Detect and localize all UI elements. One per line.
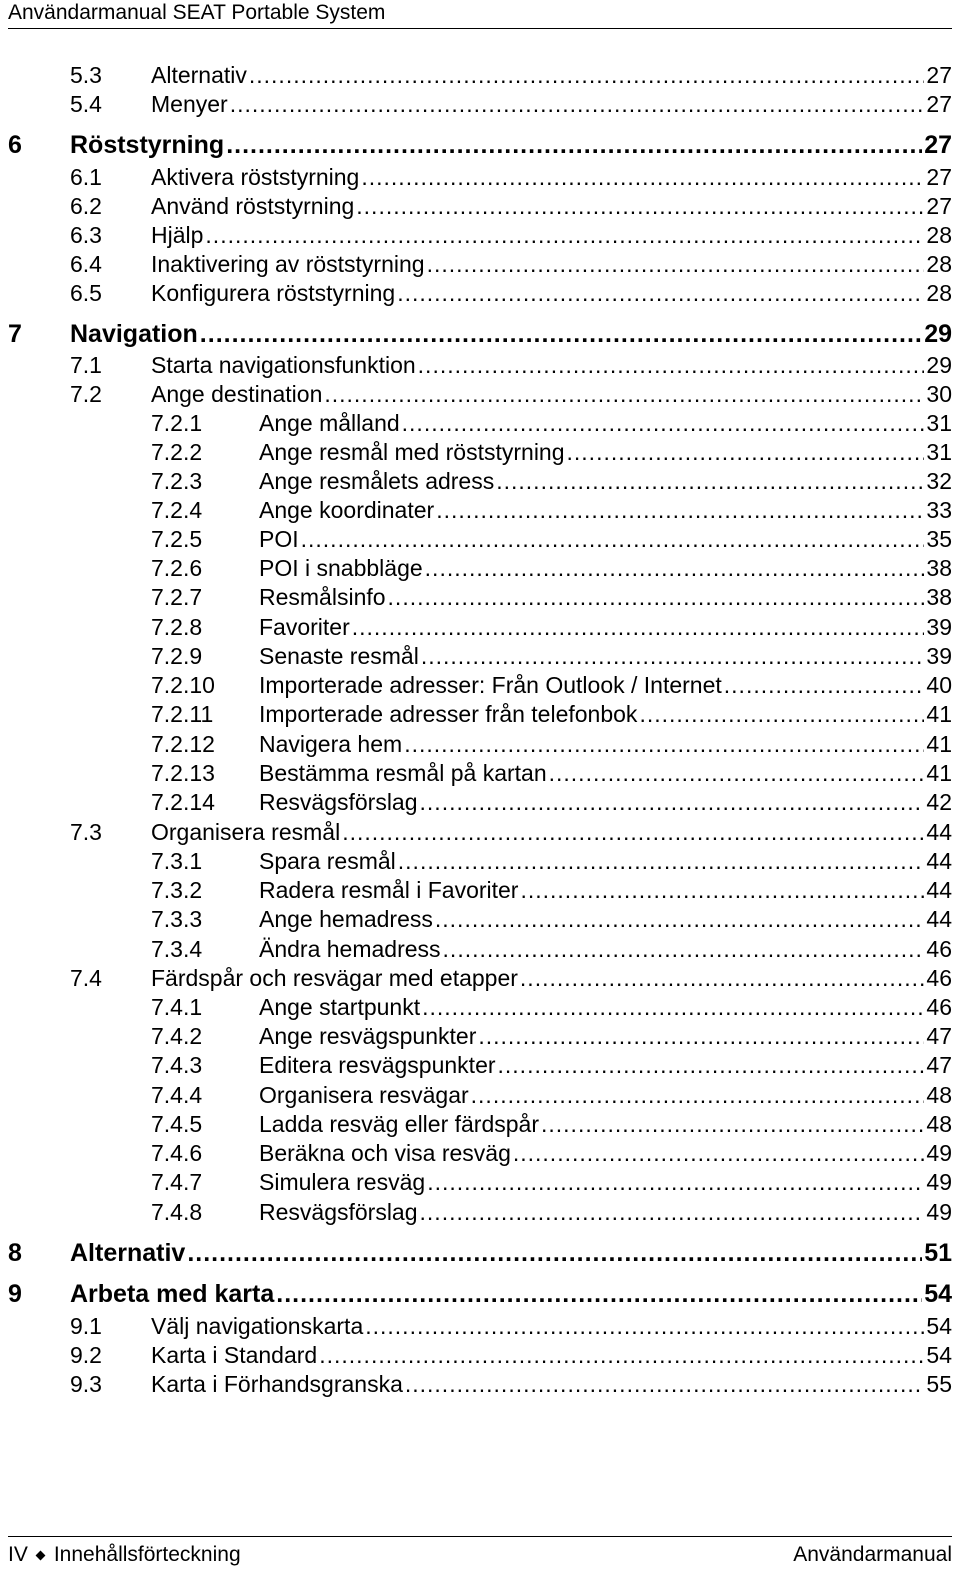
toc-entry-number: 6.1: [70, 164, 102, 190]
toc-entry-label: Röststyrning: [70, 131, 225, 159]
toc-entry-number: 7.3: [70, 819, 102, 845]
toc-entry-page: 28: [926, 251, 952, 277]
toc-entry-page: 51: [924, 1239, 952, 1267]
toc-entry-page: 46: [926, 994, 952, 1020]
toc-entry-label: Favoriter: [259, 614, 350, 640]
toc-entry-label: Ange målland: [259, 410, 400, 436]
toc-entry-label: Ange koordinater: [259, 497, 435, 523]
toc-entry-number: 7.4: [70, 965, 102, 991]
toc-entry-number: 9.3: [70, 1371, 102, 1397]
toc-entry[interactable]: [70, 250, 952, 279]
toc-entry-label: Navigera hem: [259, 731, 403, 757]
toc-entry-number: 7.3.3: [151, 906, 203, 932]
toc-entry-number: 7.2.7: [151, 584, 203, 610]
toc-entry-label: Menyer: [151, 91, 228, 117]
toc-entry-label: Aktivera röststyrning: [151, 164, 360, 190]
dot-leader: [549, 759, 925, 788]
dot-leader: [513, 1139, 925, 1168]
footer-section-title: Innehållsförteckning: [53, 1543, 241, 1566]
toc-entry-label: Alternativ: [151, 62, 247, 88]
toc-entry-label: POI i snabbläge: [259, 555, 423, 581]
dot-leader: [427, 250, 925, 279]
toc-entry-page: 33: [926, 497, 952, 523]
toc-entry-label: Färdspår och resvägar med etapper: [151, 965, 518, 991]
toc-entry-label: Resmålsinfo: [259, 584, 386, 610]
toc-entry[interactable]: [70, 221, 952, 250]
toc-entry[interactable]: [151, 759, 952, 788]
toc-entry-page: 49: [926, 1169, 952, 1195]
toc-entry[interactable]: [70, 192, 952, 221]
toc-entry-number: 7.4.3: [151, 1052, 203, 1078]
dot-leader: [324, 380, 924, 409]
toc-entry[interactable]: [151, 642, 952, 671]
toc-entry-page: 46: [926, 936, 952, 962]
toc-entry-page: 49: [926, 1199, 952, 1225]
dot-leader: [230, 90, 925, 119]
toc-entry-label: Importerade adresser från telefonbok: [259, 701, 638, 727]
toc-entry-number: 6.3: [70, 222, 102, 248]
toc-entry-label: Starta navigationsfunktion: [151, 352, 416, 378]
toc-entry-number: 6: [8, 131, 22, 159]
toc-entry-page: 49: [926, 1140, 952, 1166]
toc-entry-number: 7.2.9: [151, 643, 203, 669]
toc-entry[interactable]: [151, 1110, 952, 1139]
toc-entry-page: 31: [926, 410, 952, 436]
toc-entry-number: 9: [8, 1280, 22, 1308]
toc-entry[interactable]: [70, 279, 952, 308]
toc-entry-label: Ange resmål med röststyrning: [259, 439, 565, 465]
toc-entry[interactable]: [151, 525, 952, 554]
toc-entry-label: Senaste resmål: [259, 643, 419, 669]
toc-entry-number: 7.2.3: [151, 468, 203, 494]
toc-entry[interactable]: [8, 320, 952, 349]
toc-entry-page: 55: [926, 1371, 952, 1397]
toc-entry-page: 38: [926, 584, 952, 610]
toc-entry[interactable]: [70, 380, 952, 409]
toc-entry-page: 47: [926, 1052, 952, 1078]
toc-entry-page: 41: [926, 760, 952, 786]
page-footer: [8, 1536, 952, 1571]
dot-leader: [405, 1370, 925, 1399]
toc-entry-number: 7.4.1: [151, 994, 203, 1020]
dot-leader: [471, 1081, 925, 1110]
toc-entry-page: 29: [926, 352, 952, 378]
toc-entry-label: Simulera resväg: [259, 1169, 426, 1195]
dot-leader: [352, 613, 925, 642]
toc-entry-page: 27: [926, 164, 952, 190]
toc-entry[interactable]: [70, 61, 952, 90]
toc-entry[interactable]: [70, 818, 952, 847]
toc-entry-number: 7.4.4: [151, 1082, 203, 1108]
toc-entry-number: 9.1: [70, 1313, 102, 1339]
dot-leader: [388, 583, 925, 612]
toc-entry-label: Karta i Standard: [151, 1342, 318, 1368]
toc-entry-label: Karta i Förhandsgranska: [151, 1371, 403, 1397]
toc-entry[interactable]: [151, 613, 952, 642]
dot-leader: [520, 876, 924, 905]
toc-entry-page: 27: [926, 62, 952, 88]
toc-entry-page: 44: [926, 906, 952, 932]
toc-entry[interactable]: [151, 583, 952, 612]
toc-entry-number: 7.2.11: [151, 701, 214, 727]
toc-entry-number: 6.4: [70, 251, 102, 277]
dot-leader: [421, 642, 925, 671]
toc-entry-page: 28: [926, 280, 952, 306]
toc-entry-number: 5.4: [70, 91, 102, 117]
toc-entry-label: Resvägsförslag: [259, 789, 418, 815]
toc-entry-page: 44: [926, 877, 952, 903]
toc-entry-page: 39: [926, 643, 952, 669]
toc-entry-label: Spara resmål: [259, 848, 396, 874]
toc-entry-number: 7.2.14: [151, 789, 215, 815]
toc-entry[interactable]: [151, 788, 952, 817]
toc-entry-number: 9.2: [70, 1342, 102, 1368]
toc-entry-page: 54: [926, 1313, 952, 1339]
toc-entry[interactable]: [70, 1312, 952, 1341]
toc-entry-label: Alternativ: [70, 1239, 186, 1267]
toc-entry[interactable]: [70, 1341, 952, 1370]
dot-leader: [342, 818, 924, 847]
toc-entry-label: Välj navigationskarta: [151, 1313, 364, 1339]
toc-entry-page: 48: [926, 1111, 952, 1137]
toc-entry[interactable]: [70, 163, 952, 192]
toc-entry-label: Ange startpunkt: [259, 994, 421, 1020]
toc-entry[interactable]: [8, 1239, 952, 1268]
toc-entry[interactable]: [151, 905, 952, 934]
toc-entry-number: 7.2.8: [151, 614, 203, 640]
dot-leader: [420, 788, 925, 817]
toc-entry-page: 47: [926, 1023, 952, 1049]
toc-entry-label: Inaktivering av röststyrning: [151, 251, 425, 277]
toc-entry-number: 7.4.6: [151, 1140, 203, 1166]
toc-entry-number: 7.2.6: [151, 555, 203, 581]
toc-entry[interactable]: [151, 409, 952, 438]
toc-entry-label: Använd röststyrning: [151, 193, 355, 219]
toc-entry[interactable]: [151, 847, 952, 876]
dot-leader: [436, 496, 924, 525]
toc-entry-page: 48: [926, 1082, 952, 1108]
toc-entry-label: Beräkna och visa resväg: [259, 1140, 511, 1166]
toc-entry[interactable]: [151, 1139, 952, 1168]
toc-entry-label: Ändra hemadress: [259, 936, 441, 962]
toc-entry-page: 35: [926, 526, 952, 552]
toc-entry-number: 7.4.5: [151, 1111, 203, 1137]
dot-leader: [478, 1022, 924, 1051]
toc-entry-page: 40: [926, 672, 952, 698]
dot-leader: [187, 1239, 922, 1268]
page-header: [8, 0, 952, 29]
dot-leader: [724, 671, 925, 700]
toc-entry[interactable]: [151, 935, 952, 964]
toc-entry[interactable]: [151, 1198, 952, 1227]
dot-leader: [418, 351, 925, 380]
dot-leader: [249, 61, 925, 90]
toc-entry-number: 7.2.12: [151, 731, 215, 757]
toc-entry-number: 6.5: [70, 280, 102, 306]
dot-leader: [205, 221, 924, 250]
dot-leader: [398, 847, 925, 876]
toc-entry-page: 54: [926, 1342, 952, 1368]
footer-document-title: Användarmanual: [793, 1543, 952, 1566]
toc-entry-page: 27: [926, 193, 952, 219]
toc-entry[interactable]: [151, 467, 952, 496]
toc-entry-number: 7.4.8: [151, 1199, 203, 1225]
toc-entry[interactable]: [70, 90, 952, 119]
toc-entry-number: 7.2.10: [151, 672, 215, 698]
dot-leader: [365, 1312, 924, 1341]
toc-entry[interactable]: [8, 131, 952, 160]
diamond-icon: [35, 1550, 45, 1560]
toc-entry[interactable]: [151, 1081, 952, 1110]
toc-entry-number: 5.3: [70, 62, 102, 88]
toc-entry-page: 39: [926, 614, 952, 640]
toc-entry-page: 27: [924, 131, 952, 159]
toc-entry[interactable]: [151, 730, 952, 759]
toc-entry-page: 54: [924, 1280, 952, 1308]
dot-leader: [404, 730, 924, 759]
toc-entry-label: Arbeta med karta: [70, 1280, 275, 1308]
toc-entry-number: 7.3.4: [151, 936, 203, 962]
toc-entry-page: 30: [926, 381, 952, 407]
dot-leader: [276, 1280, 922, 1309]
dot-leader: [541, 1110, 924, 1139]
toc-entry-number: 6.2: [70, 193, 102, 219]
toc-entry[interactable]: [151, 1168, 952, 1197]
dot-leader: [301, 525, 925, 554]
toc-entry-page: 44: [926, 819, 952, 845]
toc-entry-label: Ladda resväg eller färdspår: [259, 1111, 539, 1137]
toc-entry[interactable]: [151, 876, 952, 905]
toc-entry[interactable]: [151, 438, 952, 467]
toc-entry-label: Navigation: [70, 320, 198, 348]
toc-entry-number: 7.2.13: [151, 760, 215, 786]
toc-entry-label: Konfigurera röststyrning: [151, 280, 396, 306]
toc-entry-page: 44: [926, 848, 952, 874]
toc-entry-page: 32: [926, 468, 952, 494]
dot-leader: [435, 905, 925, 934]
toc-entry-number: 7.3.2: [151, 877, 203, 903]
toc-entry[interactable]: [70, 964, 952, 993]
dot-leader: [427, 1168, 924, 1197]
toc-entry-number: 7.1: [70, 352, 102, 378]
header-title: Användarmanual SEAT Portable System: [8, 1, 386, 24]
dot-leader: [520, 964, 924, 993]
toc-entry-number: 7.2.2: [151, 439, 203, 465]
toc-entry-label: Organisera resmål: [151, 819, 341, 845]
dot-leader: [425, 554, 925, 583]
toc-entry[interactable]: [70, 1370, 952, 1399]
dot-leader: [498, 1051, 925, 1080]
dot-leader: [402, 409, 925, 438]
toc-entry-number: 7.3.1: [151, 848, 203, 874]
toc-entry-label: Ange resvägspunkter: [259, 1023, 477, 1049]
dot-leader: [361, 163, 924, 192]
dot-leader: [420, 1198, 925, 1227]
toc-entry-page: 41: [926, 731, 952, 757]
toc-entry-page: 28: [926, 222, 952, 248]
toc-entry-label: Organisera resvägar: [259, 1082, 469, 1108]
toc-entry[interactable]: [151, 1022, 952, 1051]
dot-leader: [639, 700, 924, 729]
toc-entry-number: 7: [8, 320, 22, 348]
toc-entry-label: Hjälp: [151, 222, 204, 248]
toc-entry[interactable]: [8, 1280, 952, 1309]
toc-entry-label: Radera resmål i Favoriter: [259, 877, 519, 903]
toc-entry-page: 29: [924, 320, 952, 348]
toc-entry-number: 7.2.5: [151, 526, 203, 552]
toc-entry-page: 42: [926, 789, 952, 815]
dot-leader: [496, 467, 924, 496]
toc-entry[interactable]: [151, 671, 952, 700]
dot-leader: [567, 438, 925, 467]
toc-entry-label: Ange resmålets adress: [259, 468, 495, 494]
toc-entry[interactable]: [151, 1051, 952, 1080]
dot-leader: [319, 1341, 924, 1370]
toc-entry-page: 31: [926, 439, 952, 465]
dot-leader: [443, 935, 925, 964]
toc-entry-number: 7.4.2: [151, 1023, 203, 1049]
toc-entry-number: 7.2.1: [151, 410, 203, 436]
dot-leader: [200, 320, 922, 349]
dot-leader: [356, 192, 924, 221]
toc-entry-label: Bestämma resmål på kartan: [259, 760, 547, 786]
toc-entry[interactable]: [70, 351, 952, 380]
dot-leader: [422, 993, 924, 1022]
toc-entry[interactable]: [151, 700, 952, 729]
toc-entry-label: Editera resvägspunkter: [259, 1052, 496, 1078]
dot-leader: [226, 131, 922, 160]
toc-entry-label: Ange destination: [151, 381, 323, 407]
toc-entry-label: Importerade adresser: Från Outlook / Internet: [259, 672, 722, 698]
footer-left: [8, 1543, 241, 1567]
toc-entry[interactable]: [151, 554, 952, 583]
toc-entry[interactable]: [151, 993, 952, 1022]
footer-page-number: IV: [8, 1543, 28, 1566]
toc-entry-label: POI: [259, 526, 299, 552]
toc-entry-number: 7.2.4: [151, 497, 203, 523]
toc-entry[interactable]: [151, 496, 952, 525]
toc-entry-number: 7.4.7: [151, 1169, 203, 1195]
toc-entry-label: Resvägsförslag: [259, 1199, 418, 1225]
toc-entry-page: 27: [926, 91, 952, 117]
toc-entry-label: Ange hemadress: [259, 906, 433, 932]
toc-entry-page: 41: [926, 701, 952, 727]
dot-leader: [397, 279, 924, 308]
toc-entry-number: 8: [8, 1239, 22, 1267]
toc-entry-number: 7.2: [70, 381, 102, 407]
toc-entry-page: 46: [926, 965, 952, 991]
toc-entry-page: 38: [926, 555, 952, 581]
